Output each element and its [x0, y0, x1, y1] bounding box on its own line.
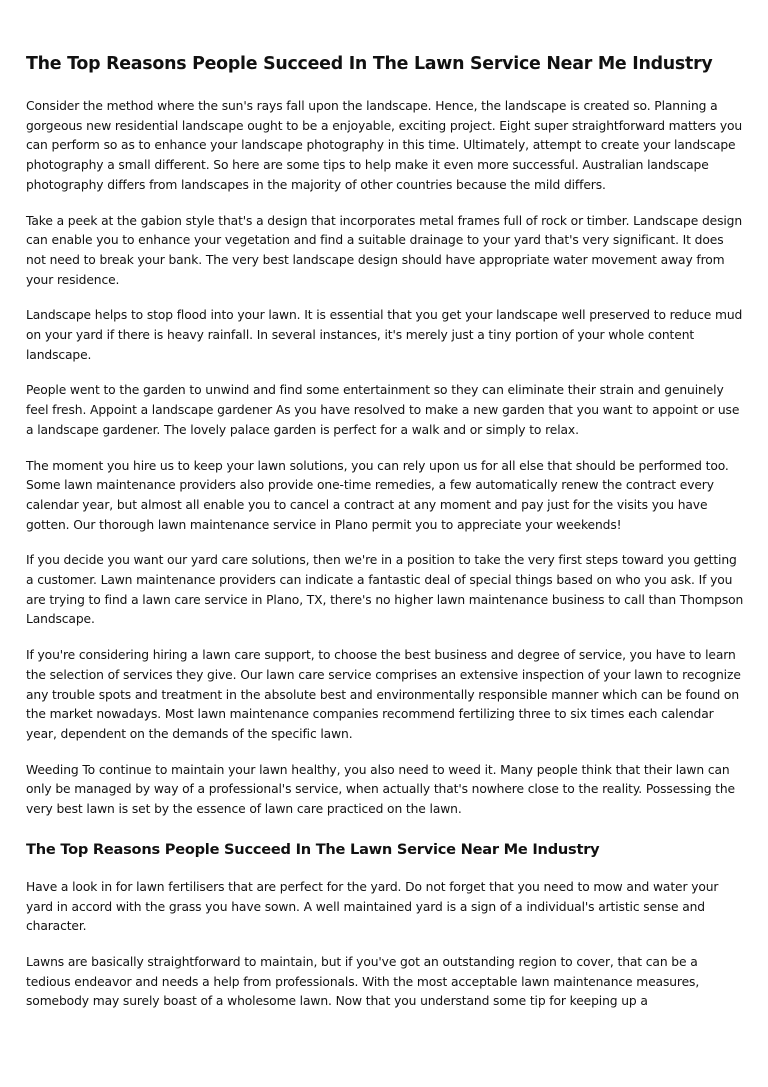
paragraph-7: If you're considering hiring a lawn care support, to choose the best business and degree of service, you have to learn the selection of services they give. Our lawn care service comprises an extensive inspection of your lawn to recognize any trouble spots and treatment in the absolute best and environmentally responsible manner which can be found on the market nowadays. Most lawn maintenance companies recommend fertilizing three to six times each calendar year, dependent on the demands of the specific lawn.	[26, 648, 741, 741]
paragraph-9: Have a look in for lawn fertilisers that are perfect for the yard. Do not forget that you need to mow and water your yard in accord with the grass you have sown. A well maintained yard is a sign of a individual's artistic sense and character.	[26, 879, 719, 934]
page-title: The Top Reasons People Succeed In The Lawn Service Near Me Industry	[26, 54, 713, 74]
section-heading: The Top Reasons People Succeed In The Lawn Service Near Me Industry	[26, 840, 600, 858]
paragraph-3: Landscape helps to stop flood into your lawn. It is essential that you get your landscape well preserved to reduce mud on your yard if there is heavy rainfall. In several instances, it's merely just a tiny portion of your whole content landscape.	[26, 308, 743, 362]
paragraph-8: Weeding To continue to maintain your lawn healthy, you also need to weed it. Many people think that their lawn can only be managed by way of a professional's service, when actually that's nowhere close to the reality. Possessing the very best lawn is set by the essence of lawn care practiced on the lawn.	[26, 762, 735, 817]
paragraph-10: Lawns are basically straightforward to maintain, but if you've got an outstanding region to cover, that can be a tedious endeavor and needs a help from professionals. With the most acceptable lawn maintenance measures, somebody may surely boast of a wholesome lawn. Now that you understand some tip for keeping up a	[26, 954, 700, 1009]
paragraph-2: Take a peek at the gabion style that's a design that incorporates metal frames full of rock or timber. Landscape design can enable you to enhance your vegetation and find a suitable drainage to your yard that's very significant. It does not need to break your bank. The very best landscape design should have appropriate water movement away from your residence.	[26, 213, 743, 287]
paragraph-6: If you decide you want our yard care solutions, then we're in a position to take the very first steps toward you getting a customer. Lawn maintenance providers can indicate a fantastic deal of special things based on who you ask. If you are trying to find a lawn care service in Plano, TX, there's no higher lawn maintenance business to call than Thompson Landscape.	[26, 553, 744, 627]
document-page	[26, 0, 744, 1012]
paragraph-4: People went to the garden to unwind and find some entertainment so they can eliminate their strain and genuinely feel fresh. Appoint a landscape gardener As you have resolved to make a new garden that you want to appoint or use a landscape gardener. The lovely palace garden is perfect for a walk and or simply to relax.	[26, 383, 740, 437]
paragraph-1: Consider the method where the sun's rays fall upon the landscape. Hence, the landscape is created so. Planning a gorgeous new residential landscape ought to be a enjoyable, exciting project. Eight super straightforward matters you can perform so as to enhance your landscape photography in this time. Ultimately, attempt to create your landscape photography a small different. So here are some tips to help make it even more successful. Australian landscape photography differs from landscapes in the majority of other countries because the mild differs.	[26, 99, 743, 192]
paragraph-5: The moment you hire us to keep your lawn solutions, you can rely upon us for all else that should be performed too. Some lawn maintenance providers also provide one-time remedies, a few automatically renew the contract every calendar year, but almost all enable you to cancel a contract at any moment and pay just for the visits you have gotten. Our thorough lawn maintenance service in Plano permit you to appreciate your weekends!	[26, 458, 729, 532]
